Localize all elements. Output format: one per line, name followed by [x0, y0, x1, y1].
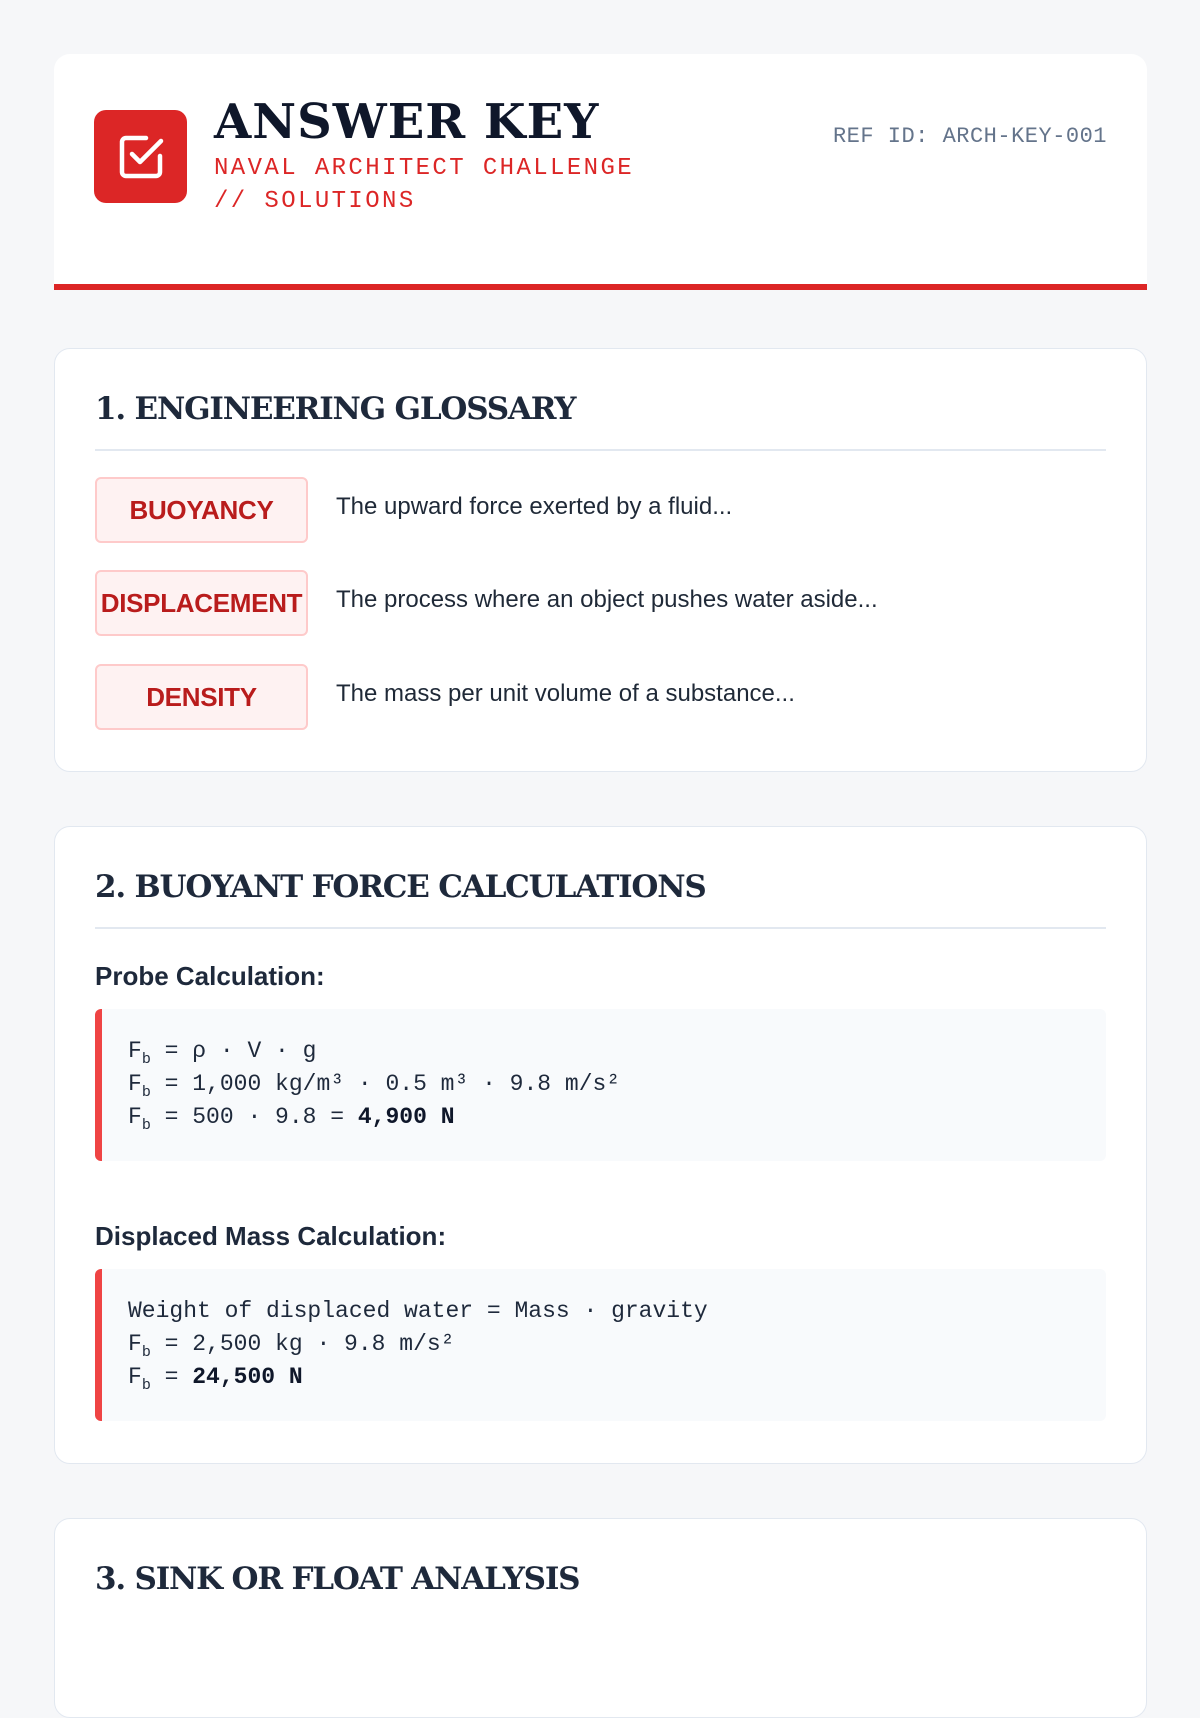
formula-line: Weight of displaced water = Mass · gravity	[128, 1298, 708, 1324]
calculations-section	[54, 826, 1147, 1464]
glossary-section	[54, 348, 1147, 772]
analysis-section	[54, 1518, 1147, 1718]
glossary-item	[95, 477, 1106, 543]
page-title: ANSWER KEY	[214, 94, 600, 150]
glossary-item	[95, 570, 1106, 636]
calculations-title: 2. BUOYANT FORCE CALCULATIONS	[95, 869, 706, 905]
glossary-term: BUOYANCY	[95, 477, 308, 543]
glossary-term: DISPLACEMENT	[95, 570, 308, 636]
glossary-item	[95, 664, 1106, 730]
formula-line: $F_b = 2,500$ kg · 9.8 m/s²	[128, 1331, 455, 1361]
reference-id: REF ID: ARCH-KEY-001	[832, 124, 1107, 149]
checkbox-check-icon	[115, 131, 167, 183]
displaced-mass-box	[95, 1269, 1106, 1421]
glossary-title: 1. ENGINEERING GLOSSARY	[95, 391, 576, 427]
probe-calculation-label: Probe Calculation:	[95, 961, 325, 991]
answer-key-logo	[94, 110, 187, 203]
header-card	[54, 54, 1147, 290]
formula-line: $F_b = \rho \cdot V \cdot g$	[128, 1038, 317, 1068]
formula-line: $F_b = 1,000$ kg/m³ · 0.5 m³ · 9.8 m/s²	[128, 1071, 621, 1101]
displaced-result: 24,500 N	[192, 1364, 303, 1390]
analysis-title: 3. SINK OR FLOAT ANALYSIS	[95, 1561, 580, 1597]
section-divider	[95, 449, 1106, 451]
glossary-definition: The process where an object pushes water aside...	[336, 586, 878, 613]
glossary-definition: The mass per unit volume of a substance...	[336, 680, 795, 707]
probe-result: 4,900 N	[357, 1104, 455, 1130]
glossary-term: DENSITY	[95, 664, 308, 730]
page-subtitle: NAVAL ARCHITECT CHALLENGE // SOLUTIONS	[214, 155, 635, 215]
displaced-mass-label: Displaced Mass Calculation:	[95, 1221, 447, 1251]
formula-line: $F_b = 500 \cdot 9.8 = 4,900$ N	[128, 1104, 455, 1134]
probe-calculation-box	[95, 1009, 1106, 1161]
section-divider	[95, 927, 1106, 929]
formula-line: $F_b = 24,500$ N	[128, 1364, 303, 1394]
glossary-definition: The upward force exerted by a fluid...	[336, 493, 733, 520]
